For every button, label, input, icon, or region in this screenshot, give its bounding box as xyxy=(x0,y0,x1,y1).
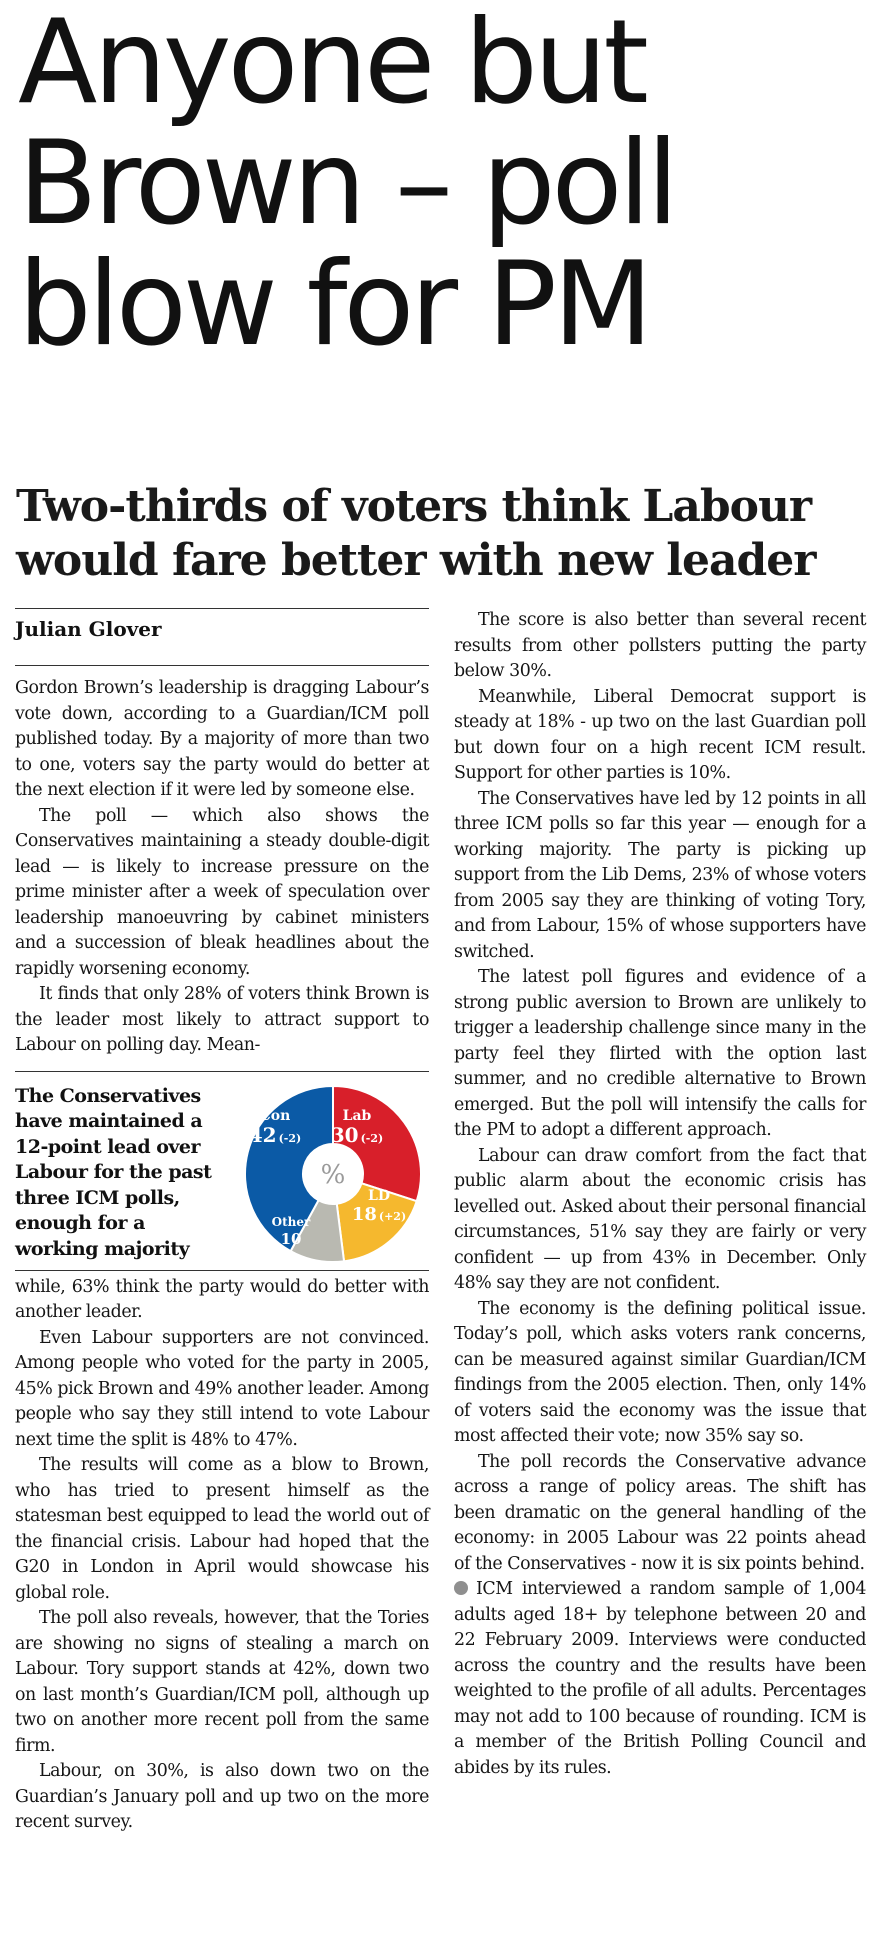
poll-donut-chart xyxy=(233,1076,433,1272)
byline: Julian Glover xyxy=(15,617,162,641)
pullquote-text: The Conservatives have maintained a 12-point lead over Labour for the past three ICM polls, enough for a working majority xyxy=(15,1084,212,1260)
paragraph: The score is also better than several recent results from other pollsters putting the party below 30%. xyxy=(454,610,866,681)
paragraph: The poll records the Conservative advance across a range of policy areas. The shift has been dramatic on the general handling of the economy: in 2005 Labour was 22 points ahead of the Conservatives - now it is six points behind. xyxy=(454,1451,866,1574)
slice-label-lab: Lab xyxy=(342,1107,372,1124)
paragraph: Even Labour supporters are not convinced. Among people who voted for the party in 2005, 45% pick Brown and 49% another leader. Among people who say they still intend to vote Labour next time the split is 48% to 47%. xyxy=(15,1327,429,1450)
slice-value-other: 10 xyxy=(280,1229,302,1248)
slice-label-con: Con xyxy=(259,1107,291,1124)
subheadline xyxy=(16,480,866,588)
headline xyxy=(18,0,868,372)
headline-line: blow for PM xyxy=(18,237,649,372)
slice-value-lab: 30 (-2) xyxy=(330,1122,384,1147)
headline-line: Brown – poll xyxy=(18,116,675,251)
slice-value-con: 42 (-2) xyxy=(248,1122,302,1147)
donut-center-label: % xyxy=(320,1159,346,1190)
subheadline-line: Two-thirds of voters think Labour xyxy=(16,481,812,532)
slice-label-other: Other xyxy=(271,1214,311,1229)
bullet-dot-icon xyxy=(454,1581,468,1595)
right-column xyxy=(454,608,866,1781)
methodology-note xyxy=(454,1577,866,1781)
slice-label-ld: LD xyxy=(368,1187,390,1204)
paragraph: Labour can draw comfort from the fact that public alarm about the economic crisis has levelled out. Asked about their personal financial circumstances, 51% say they are fairly or very confident — up from 43% in December. Only 48% say they are not confident. xyxy=(454,1145,866,1293)
pullquote-box xyxy=(15,1071,429,1271)
slice-value-ld: 18 (+2) xyxy=(351,1203,407,1225)
paragraph: The poll — which also shows the Conservatives maintaining a steady double-digit lead — is likely to increase pressure on the prime minister after a week of speculation over leadership manoeuvring by cabinet ministers and a succession of bleak headlines about the rapidly worsening economy. xyxy=(15,805,429,979)
donut-svg xyxy=(233,1076,433,1272)
paragraph: while, 63% think the party would do better with another leader. xyxy=(15,1276,429,1322)
headline-line: Anyone but xyxy=(18,0,645,130)
paragraph: The economy is the defining political issue. Today’s poll, which asks voters rank concerns, can be measured against similar Guardian/ICM findings from the 2005 election. Then, only 14% of voters said the economy was the issue that most affected their vote; now 35% say so. xyxy=(454,1298,866,1446)
subheadline-line: would fare better with new leader xyxy=(16,535,816,586)
paragraph: The latest poll figures and evidence of a strong public aversion to Brown are unlikely to trigger a leadership challenge since many in the party feel they flirted with the option last summer, and no credible alternative to Brown emerged. But the poll will intensify the calls for the PM to adopt a different approach. xyxy=(454,967,866,1140)
paragraph: Meanwhile, Liberal Democrat support is steady at 18% - up two on the last Guardian poll but down four on a high recent ICM result. Support for other parties is 10%. xyxy=(454,686,866,783)
paragraph: It finds that only 28% of voters think Brown is the leader most likely to attract support to Labour on polling day. Mean- xyxy=(15,984,429,1055)
paragraph: Gordon Brown’s leadership is dragging Labour’s vote down, according to a Guardian/ICM poll published today. By a majority of more than two to one, voters say the party would do better at the next election if it were led by someone else. xyxy=(15,678,429,800)
paragraph: The Conservatives have led by 12 points in all three ICM polls so far this year — enough for a working majority. The party is picking up support from the Lib Dems, 23% of whose voters from 2005 say they are thinking of voting Tory, and from Labour, 15% of whose supporters have switched. xyxy=(454,788,866,962)
methodology-text: ICM interviewed a random sample of 1,004 adults aged 18+ by telephone between 20 and 22 February 2009. Interviews were conducted across the country and the results have been weighted to the profile of all adults. Percentages may not add to 100 because of rounding. ICM is a member of the British Polling Council and abides by its rules. xyxy=(454,1579,866,1778)
paragraph: The poll also reveals, however, that the Tories are showing no signs of stealing a march on Labour. Tory support stands at 42%, down two on last month’s Guardian/ICM poll, although up two on another more recent poll from the same firm. xyxy=(15,1608,429,1756)
left-column xyxy=(15,608,429,1836)
paragraph: Labour, on 30%, is also down two on the Guardian’s January poll and up two on the more recent survey. xyxy=(15,1761,429,1832)
paragraph: The results will come as a blow to Brown, who has tried to present himself as the statesman best equipped to lead the world out of the financial crisis. Labour had hoped that the G20 in London in April would showcase his global role. xyxy=(15,1455,429,1603)
